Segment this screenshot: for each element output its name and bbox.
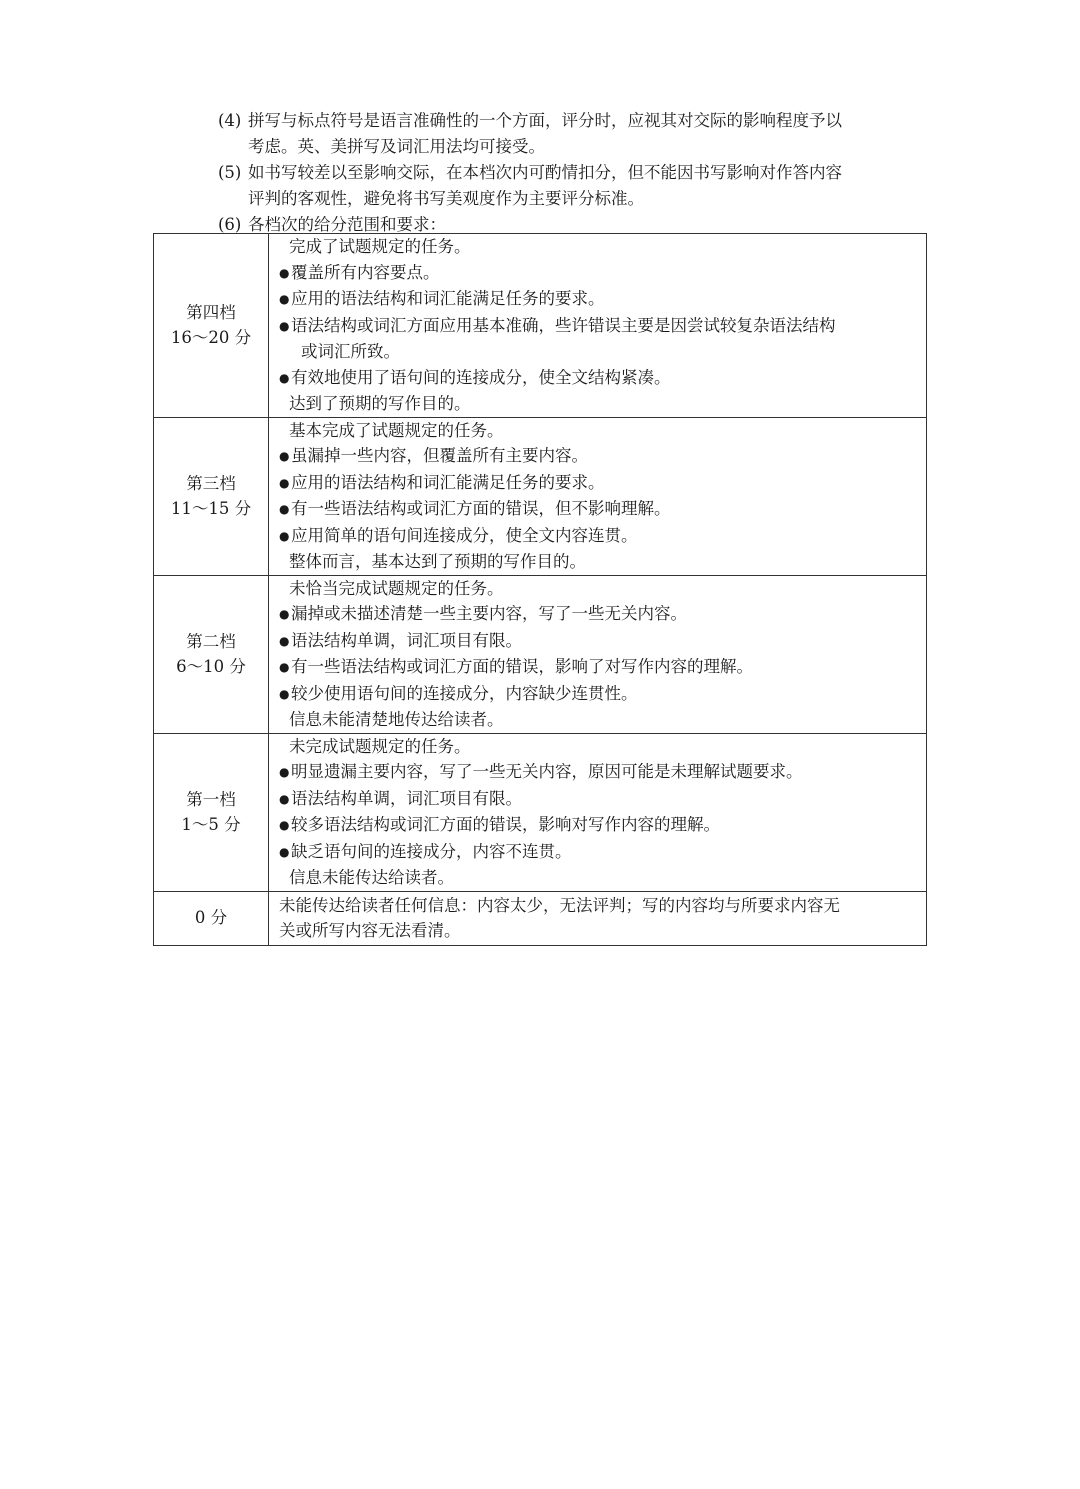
grade-range: 1～5 分 <box>181 815 241 834</box>
criterion-item <box>279 313 918 340</box>
criterion-text: 覆盖所有内容要点。 <box>291 262 440 282</box>
grade-range: 11～15 分 <box>170 499 252 518</box>
grade-name: 第四档 <box>186 302 236 322</box>
grade-label-cell <box>154 234 269 418</box>
criterion-text: 有效地使用了语句间的连接成分，使全文结构紧凑。 <box>291 367 671 387</box>
bullet-icon: ● <box>279 633 290 648</box>
criterion-item <box>279 654 918 681</box>
zero-description: 未能传达给读者任何信息：内容太少，无法评判；写的内容均与所要求内容无 <box>279 895 840 915</box>
criterion-item <box>279 496 918 523</box>
grade-description-cell <box>269 417 927 575</box>
criterion-text: 较多语法结构或词汇方面的错误，影响对写作内容的理解。 <box>291 815 720 834</box>
note-4 <box>218 108 928 160</box>
criterion-text: 虽漏掉一些内容，但覆盖所有主要内容。 <box>291 446 588 465</box>
criterion-text: 较少使用语句间的连接成分，内容缺少连贯性。 <box>291 683 638 703</box>
grading-table <box>153 233 927 946</box>
scoring-notes <box>218 108 928 238</box>
note-text-continued: 考虑。英、美拼写及词汇用法均可接受。 <box>248 137 545 156</box>
criterion-item <box>279 443 918 470</box>
bullet-icon: ● <box>279 844 290 859</box>
criterion-text: 语法结构单调，词汇项目有限。 <box>291 630 522 650</box>
bullet-icon: ● <box>279 660 290 674</box>
criterion-item <box>279 812 918 839</box>
criterion-item <box>279 628 918 655</box>
grade-label-cell <box>154 417 269 575</box>
note-number: (6) <box>218 215 242 234</box>
criterion-text-continued: 或词汇所致。 <box>301 342 400 361</box>
bullet-icon: ● <box>279 265 290 280</box>
table-row <box>154 417 927 575</box>
grade-range: 0 分 <box>194 908 228 928</box>
criterion-text: 缺乏语句间的连接成分，内容不连贯。 <box>291 841 572 861</box>
criterion-text: 应用的语法结构和词汇能满足任务的要求。 <box>291 289 605 308</box>
note-number: (5) <box>218 163 242 182</box>
grade-outro: 信息未能传达给读者。 <box>289 868 454 887</box>
grade-name: 第三档 <box>186 473 236 493</box>
grade-outro: 信息未能清楚地传达给读者。 <box>289 710 504 729</box>
bullet-icon: ● <box>279 370 290 385</box>
grade-description-cell <box>269 575 927 733</box>
criterion-item <box>279 286 918 313</box>
criterion-item <box>279 759 918 786</box>
grade-intro: 未完成试题规定的任务。 <box>289 736 471 756</box>
criterion-item <box>279 470 918 497</box>
grade-description-cell <box>269 891 927 945</box>
criterion-text: 漏掉或未描述清楚一些主要内容，写了一些无关内容。 <box>291 604 687 623</box>
bullet-icon: ● <box>279 818 290 832</box>
note-text: 如书写较差以至影响交际，在本档次内可酌情扣分，但不能因书写影响对作答内容 <box>248 163 842 182</box>
table-row <box>154 733 927 891</box>
bullet-icon: ● <box>279 475 290 490</box>
criterion-text: 有一些语法结构或词汇方面的错误，影响了对写作内容的理解。 <box>291 657 753 676</box>
bullet-icon: ● <box>279 292 290 306</box>
grade-description-cell <box>269 234 927 418</box>
grade-description-cell <box>269 733 927 891</box>
grade-name: 第二档 <box>186 631 236 651</box>
bullet-icon: ● <box>279 449 290 463</box>
bullet-icon: ● <box>279 686 290 701</box>
note-5 <box>218 160 928 212</box>
zero-description-continued: 关或所写内容无法看清。 <box>279 921 461 940</box>
bullet-icon: ● <box>279 318 290 333</box>
criterion-text: 有一些语法结构或词汇方面的错误，但不影响理解。 <box>291 499 671 518</box>
note-text-continued: 评判的客观性，避免将书写美观度作为主要评分标准。 <box>248 189 644 208</box>
grade-label-cell <box>154 891 269 945</box>
criterion-text: 语法结构单调，词汇项目有限。 <box>291 788 522 808</box>
criterion-item <box>279 365 918 392</box>
criterion-item <box>279 786 918 813</box>
grade-outro: 达到了预期的写作目的。 <box>289 394 471 413</box>
criterion-text: 语法结构或词汇方面应用基本准确，些许错误主要是因尝试较复杂语法结构 <box>291 315 836 335</box>
bullet-icon: ● <box>279 528 290 543</box>
criterion-item <box>279 260 918 287</box>
grade-range: 16～20 分 <box>170 328 252 348</box>
criterion-item <box>279 839 918 866</box>
criterion-text: 应用的语法结构和词汇能满足任务的要求。 <box>291 472 605 492</box>
note-number: (4) <box>218 111 242 130</box>
criterion-text: 明显遗漏主要内容，写了一些无关内容，原因可能是未理解试题要求。 <box>291 762 803 781</box>
grade-intro: 基本完成了试题规定的任务。 <box>289 420 504 440</box>
criterion-item <box>279 601 918 628</box>
table-row <box>154 575 927 733</box>
grade-range: 6～10 分 <box>176 657 246 676</box>
grade-outro: 整体而言，基本达到了预期的写作目的。 <box>289 552 586 571</box>
grade-intro: 未恰当完成试题规定的任务。 <box>289 578 504 598</box>
grade-name: 第一档 <box>186 789 236 809</box>
note-text: 拼写与标点符号是语言准确性的一个方面，评分时，应视其对交际的影响程度予以 <box>248 111 842 130</box>
criterion-text: 应用简单的语句间连接成分，使全文内容连贯。 <box>291 525 638 545</box>
grade-label-cell <box>154 733 269 891</box>
bullet-icon: ● <box>279 502 290 516</box>
table-row <box>154 891 927 945</box>
table-row <box>154 234 927 418</box>
bullet-icon: ● <box>279 765 290 779</box>
criterion-item <box>279 523 918 550</box>
grade-intro: 完成了试题规定的任务。 <box>289 237 471 256</box>
bullet-icon: ● <box>279 791 290 806</box>
grade-label-cell <box>154 575 269 733</box>
note-text: 各档次的给分范围和要求： <box>248 215 446 234</box>
bullet-icon: ● <box>279 607 290 621</box>
criterion-item <box>279 681 918 708</box>
